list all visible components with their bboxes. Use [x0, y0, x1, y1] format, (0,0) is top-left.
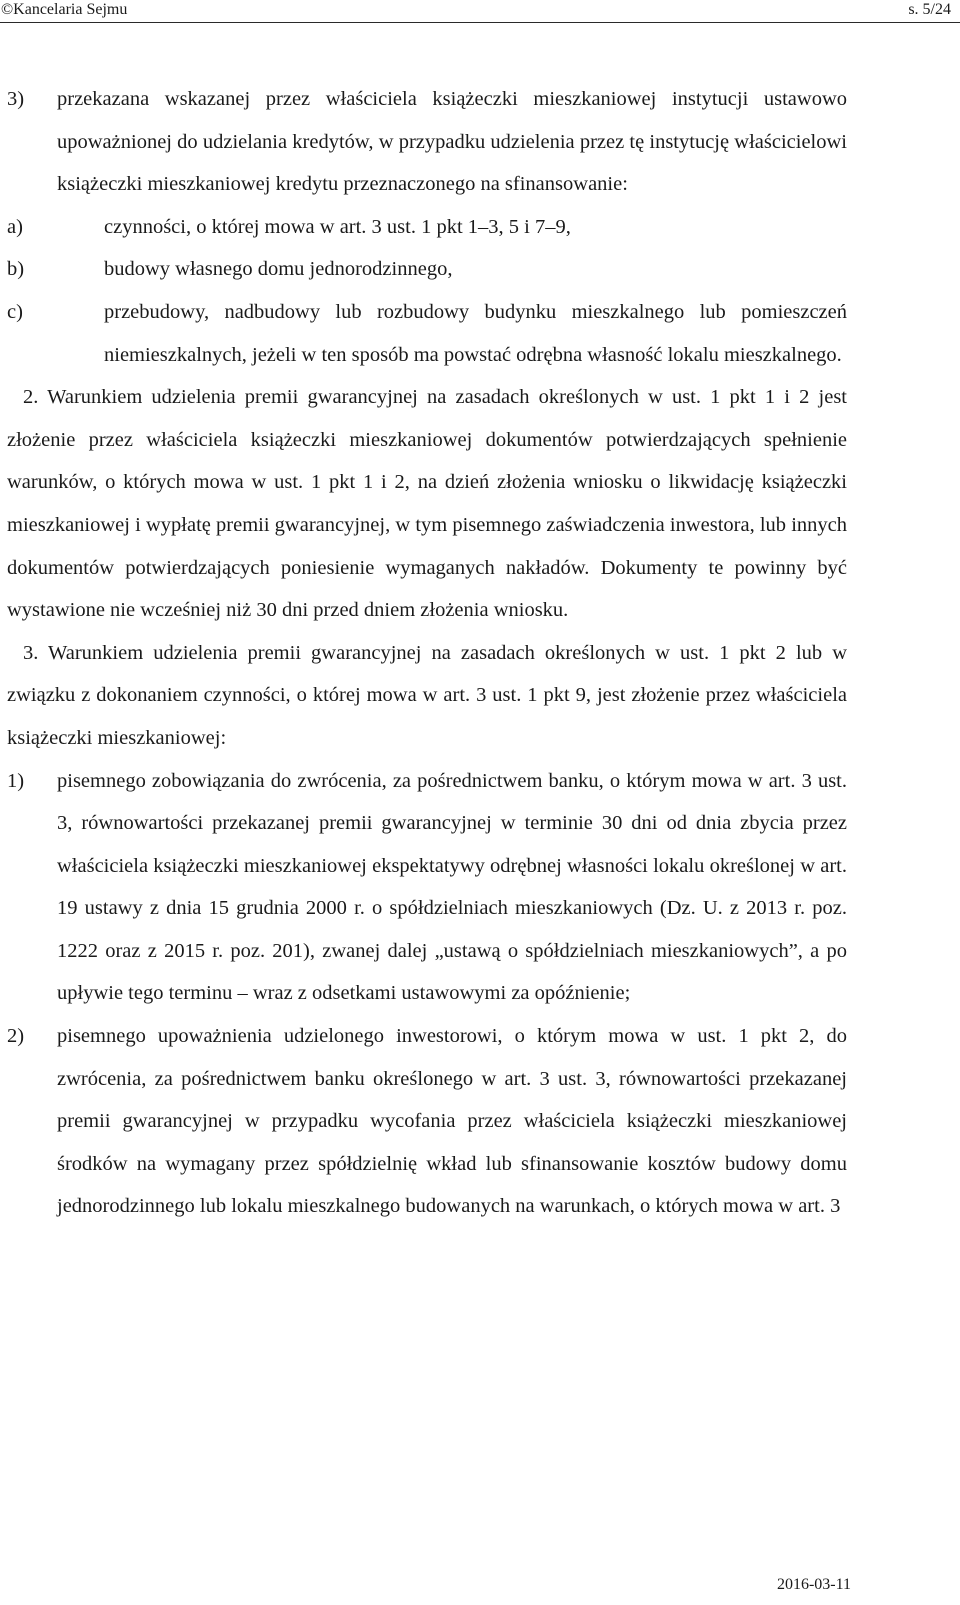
sub-item-letter: c): [7, 300, 23, 323]
paragraph-text: 2. Warunkiem udzielenia premii gwarancyjnej na zasadach określonych w ust. 1 pkt 1 i 2 jest złożenie przez właściciela książeczki mieszkaniowej dokumentów potwierdzających spełnienie warunków, o których mowa w ust. 1 pkt 1 i 2, na dzień złożenia wniosku o likwidację książeczki mieszkaniowej i wypłatę premii gwarancyjnej, w tym pisemnego zaświadczenia inwestora, lub innych dokumentów potwierdzających poniesienie wymaganych nakładów. Dokumenty te powinny być wystawione nie wcześniej niż 30 dni przed dniem złożenia wniosku.: [7, 386, 847, 622]
list-item-text: przekazana wskazanej przez właściciela książeczki mieszkaniowej instytucji ustawowo upoważnionej do udzielania kredytów, w przypadku udzielenia przez tę instytucję właścicielowi książeczki mieszkaniowej kredytu przeznaczonego na sfinansowanie:: [57, 88, 847, 196]
list-item-1: [7, 760, 847, 1016]
paragraph-3: [7, 632, 847, 760]
sub-item-letter: b): [7, 258, 25, 281]
sub-item-c: [7, 291, 847, 376]
sub-item-text: budowy własnego domu jednorodzinnego,: [104, 258, 453, 281]
list-item-number: 1): [7, 769, 25, 792]
list-item-text: pisemnego upoważnienia udzielonego inwestorowi, o którym mowa w ust. 1 pkt 2, do zwrócenia, za pośrednictwem banku określonego w art. 3 ust. 3, równowartości przekazanej premii gwarancyjnej w przypadku wycofania przez właściciela książeczki mieszkaniowej środków na wymagany przez spółdzielnię wkład lub sfinansowanie kosztów budowy domu jednorodzinnego lub lokalu mieszkalnego budowanych na warunkach, o których mowa w art. 3: [57, 1025, 847, 1218]
list-item-2: [7, 1015, 847, 1228]
header-page-number: s. 5/24: [908, 1, 951, 18]
paragraph-text: 3. Warunkiem udzielenia premii gwarancyjnej na zasadach określonych w ust. 1 pkt 2 lub w związku z dokonaniem czynności, o której mowa w art. 3 ust. 1 pkt 9, jest złożenie przez właściciela książeczki mieszkaniowej:: [7, 641, 847, 749]
header-publisher: ©Kancelaria Sejmu: [1, 1, 128, 18]
list-item-3: [7, 78, 847, 206]
document-body: [7, 78, 847, 1228]
header-divider: [0, 22, 960, 23]
sub-item-a: [7, 206, 847, 249]
list-item-number: 3): [7, 88, 25, 110]
page-header: [0, 0, 960, 24]
list-item-number: 2): [7, 1025, 25, 1048]
sub-item-letter: a): [7, 215, 23, 238]
footer-date: 2016-03-11: [776, 1576, 851, 1593]
sub-item-b: [7, 248, 847, 291]
sub-item-text: przebudowy, nadbudowy lub rozbudowy budynku mieszkalnego lub pomieszczeń niemieszkalnych, jeżeli w ten sposób ma powstać odrębna własność lokalu mieszkalnego.: [104, 300, 847, 366]
paragraph-2: [7, 376, 847, 632]
sub-item-text: czynności, o której mowa w art. 3 ust. 1 pkt 1–3, 5 i 7–9,: [104, 215, 571, 238]
list-item-text: pisemnego zobowiązania do zwrócenia, za pośrednictwem banku, o którym mowa w art. 3 ust. 3, równowartości przekazanej premii gwarancyjnej w terminie 30 dni od dnia zbycia przez właściciela książeczki mieszkaniowej ekspektatywy odrębnej własności lokalu określonej w art. 19 ustawy z dnia 15 grudnia 2000 r. o spółdzielniach mieszkaniowych (Dz. U. z 2013 r. poz. 1222 oraz z 2015 r. poz. 201), zwanej dalej „ustawą o spółdzielniach mieszkaniowych”, a po upływie tego terminu – wraz z odsetkami ustawowymi za opóźnienie;: [57, 769, 847, 1005]
